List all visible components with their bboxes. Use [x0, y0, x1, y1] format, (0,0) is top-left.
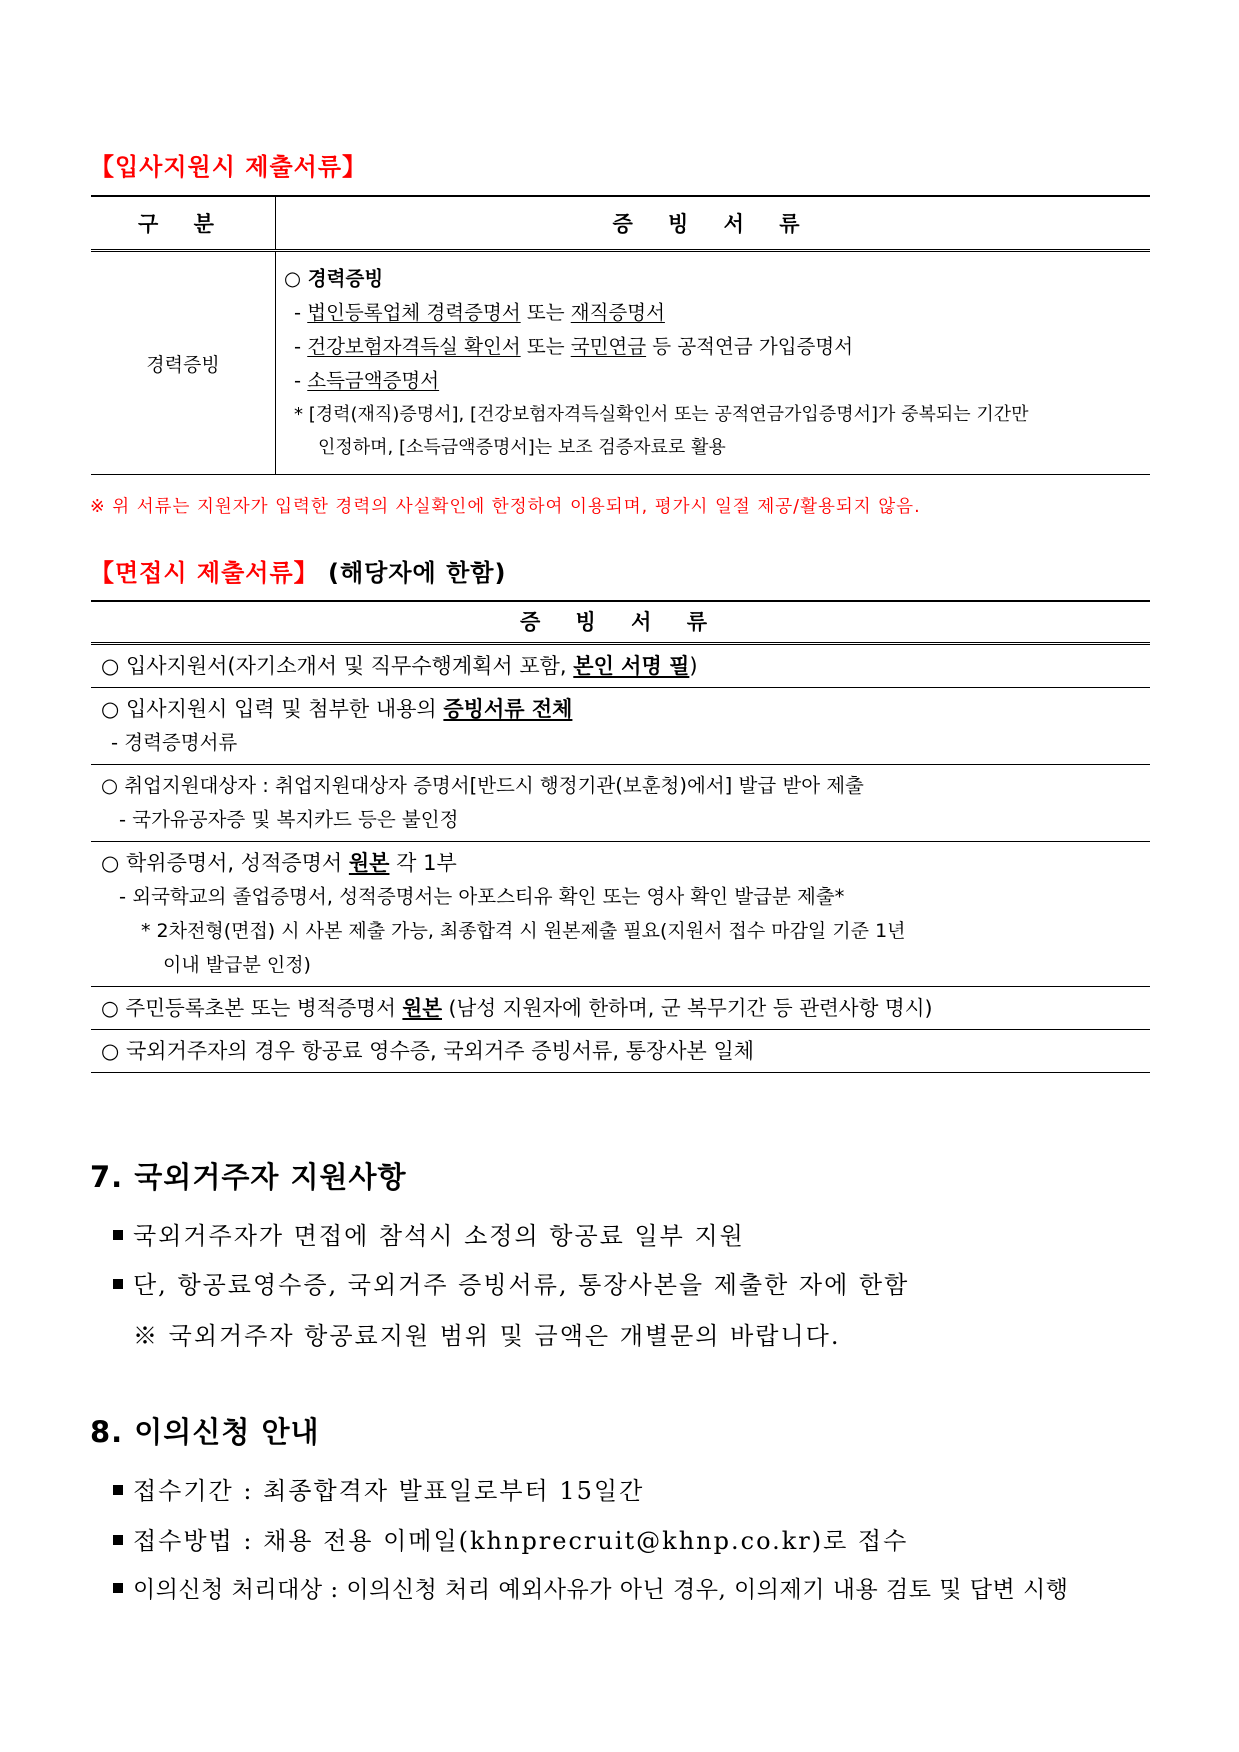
row-label-career: 경력증빙: [91, 251, 276, 475]
career-proof-line-3: - 소득금액증명서: [294, 369, 440, 392]
table-row: [91, 251, 1150, 475]
table-header-documents: 증 빙 서 류: [276, 196, 1151, 251]
square-bullet-icon: [113, 1485, 123, 1495]
section-title-application-docs: 【입사지원시 제출서류】: [90, 153, 368, 181]
table-row: ○ 입사지원시 입력 및 첨부한 내용의 증빙서류 전체 - 경력증명서류: [91, 688, 1150, 765]
square-bullet-icon: [113, 1535, 123, 1545]
section-title-overseas-support: 7. 국외거주자 지원사항: [90, 1160, 407, 1194]
career-proof-line-2: - 건강보험자격득실 확인서 또는 국민연금 등 공적연금 가입증명서: [294, 335, 854, 358]
table-row: ○ 학위증명서, 성적증명서 원본 각 1부 - 외국학교의 졸업증명서, 성적증명서는 아포스티유 확인 또는 영사 확인 발급분 제출* * 2차전형(면접) 시 사본 제출 가능, 최종합격 시 원본제출 필요(지원서 접수 마감일 기준 1년 이내 발급분 인정): [91, 842, 1150, 987]
table-header-category: 구 분: [91, 196, 276, 251]
section-title-objection: 8. 이의신청 안내: [90, 1415, 320, 1449]
section-title-interview-docs: 【면접시 제출서류】 (해당자에 한함): [90, 559, 507, 587]
list-item: 국외거주자가 면접에 참석시 소정의 항공료 일부 지원: [113, 1216, 745, 1251]
list-item: 접수기간 : 최종합격자 발표일로부터 15일간: [113, 1471, 644, 1506]
list-item: 접수방법 : 채용 전용 이메일(khnprecruit@khnp.co.kr)로 접수: [113, 1521, 908, 1556]
table-row: ○ 국외거주자의 경우 항공료 영수증, 국외거주 증빙서류, 통장사본 일체: [91, 1030, 1150, 1073]
application-docs-table: [91, 195, 1150, 475]
overseas-support-note: ※ 국외거주자 항공료지원 범위 및 금액은 개별문의 바랍니다.: [133, 1322, 841, 1350]
career-proof-heading: ○ 경력증빙: [284, 267, 384, 290]
table-row: ○ 입사지원서(자기소개서 및 직무수행계획서 포함, 본인 서명 필): [91, 645, 1150, 688]
list-item: 단, 항공료영수증, 국외거주 증빙서류, 통장사본을 제출한 자에 한함: [113, 1265, 909, 1300]
career-proof-line-1: - 법인등록업체 경력증명서 또는 재직증명서: [294, 301, 665, 324]
list-item: 이의신청 처리대상 : 이의신청 처리 예외사유가 아닌 경우, 이의제기 내용 검토 및 답변 시행: [113, 1571, 1068, 1604]
usage-notice: ※ 위 서류는 지원자가 입력한 경력의 사실확인에 한정하여 이용되며, 평가시 일절 제공/활용되지 않음.: [90, 497, 921, 517]
career-proof-note-1: * [경력(재직)증명서], [건강보험자격득실확인서 또는 공적연금가입증명서]가 중복되는 기간만: [294, 404, 1029, 425]
row-content-career: [276, 251, 1151, 475]
table-row: ○ 취업지원대상자 : 취업지원대상자 증명서[반드시 행정기관(보훈청)에서] 발급 받아 제출 - 국가유공자증 및 복지카드 등은 불인정: [91, 765, 1150, 842]
interview-docs-table: [91, 600, 1150, 1073]
table-row: ○ 주민등록초본 또는 병적증명서 원본 (남성 지원자에 한하며, 군 복무기간 등 관련사항 명시): [91, 987, 1150, 1030]
table-header-documents: 증 빙 서 류: [91, 600, 1150, 645]
square-bullet-icon: [113, 1230, 123, 1240]
square-bullet-icon: [113, 1279, 123, 1289]
career-proof-note-2: 인정하며, [소득금액증명서]는 보조 검증자료로 활용: [318, 437, 726, 458]
square-bullet-icon: [113, 1583, 123, 1593]
